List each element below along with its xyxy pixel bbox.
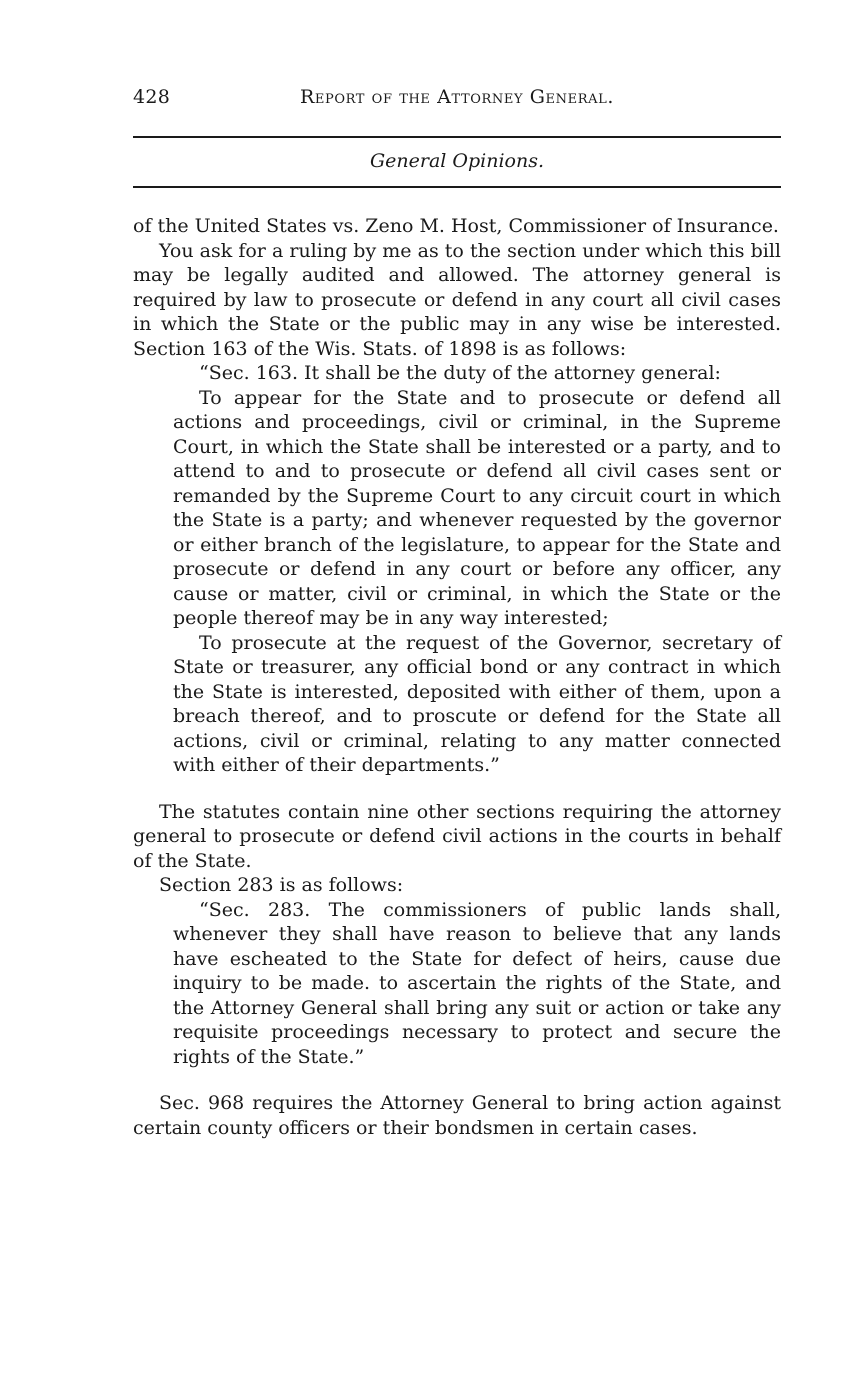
header-rule-bottom xyxy=(133,186,781,188)
paragraph-ruling-request: You ask for a ruling by me as to the section under which this bill may be legally audited and allowed. The attorney general is required by law to prosecute or defend in any court all civil cases in which the State or the public may in any wise be interested. Section 163 of the Wis. Stats. of 1898 is as follows: xyxy=(133,239,781,360)
paragraph-other-sections: The statutes contain nine other sections requiring the attorney general to prosecute or defend civil actions in the courts in behalf of the State. xyxy=(133,800,781,872)
section-title: General Opinions. xyxy=(369,150,545,172)
quote-163-appear: To appear for the State and to prosecute or defend all actions and proceedings, civil or criminal, in the Supreme Court, in which the State shall be interested or a party, and to attend to and to prosecute or defend all civil cases sent or remanded by the Supreme Court to any circuit court in which the State is a party; and whenever requested by the governor or either branch of the legislature, to appear for the State and prosecute or defend in any court or before any officer, any cause or matter, civil or criminal, in which the State or the people thereof may be in any way interested; xyxy=(173,386,781,629)
quote-163-prosecute: To prosecute at the request of the Governor, secretary of State or treasurer, any official bond or any contract in which the State is interested, deposited with either of them, upon a breach thereof, and to proscute or defend for the State all actions, civil or criminal, relating to any matter connected with either of their departments.” xyxy=(173,631,781,776)
running-head xyxy=(133,86,781,114)
report-title: Report of the Attorney General. xyxy=(300,86,614,108)
paragraph-section-968: Sec. 968 requires the Attorney General to bring action against certain county officers or their bondsmen in certain cases. xyxy=(133,1092,781,1139)
quote-163-heading: “Sec. 163. It shall be the duty of the attorney general: xyxy=(199,362,721,384)
body-text xyxy=(133,214,781,1140)
page-number: 428 xyxy=(133,86,171,108)
quote-283-text: “Sec. 283. The commissioners of public lands shall, whenever they shall have reason to believe that any lands have escheated to the State for defect of heirs, cause due inquiry to be made. to ascertain the rights of the State, and the Attorney General shall bring any suit or action or take any requisite proceedings necessary to protect and secure the rights of the State.” xyxy=(173,898,781,1068)
header-rule-top xyxy=(133,136,781,138)
paragraph-section-283-intro: Section 283 is as follows: xyxy=(159,874,404,896)
quote-section-283 xyxy=(173,898,781,1070)
quote-section-163 xyxy=(173,361,781,778)
paragraph-continuation: of the United States vs. Zeno M. Host, Commissioner of Insurance. xyxy=(133,215,779,237)
